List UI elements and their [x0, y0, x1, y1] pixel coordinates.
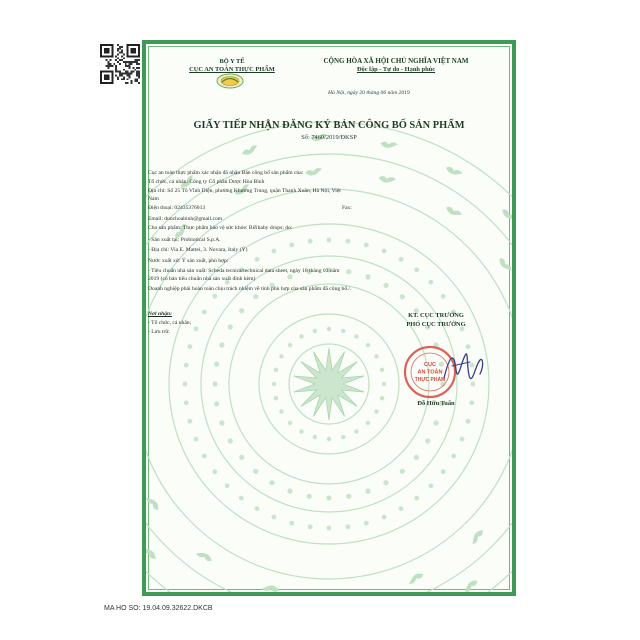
drum-ring-dot	[188, 419, 193, 424]
drum-ring-dot	[212, 294, 217, 299]
drum-ring-dot	[414, 455, 419, 460]
qr-module	[127, 78, 129, 80]
qr-module	[121, 73, 123, 75]
drum-bird-figure	[195, 549, 213, 565]
drum-ring-dot	[425, 438, 430, 443]
drum-ring-dot	[399, 506, 404, 511]
qr-module	[115, 65, 117, 67]
ministry-name: BỘ Y TẾ	[219, 58, 245, 65]
qr-module	[115, 69, 117, 71]
drum-ring-dot	[288, 343, 292, 347]
drum-ring-dot	[225, 483, 230, 488]
drum-ring-dot	[345, 239, 350, 244]
drum-ring-dot	[383, 283, 388, 288]
qr-module	[119, 52, 121, 54]
qr-module	[130, 63, 132, 65]
drum-ring-dot	[365, 489, 370, 494]
qr-module	[117, 71, 119, 73]
qr-module	[125, 73, 127, 75]
qr-module	[138, 71, 140, 73]
qr-module	[134, 59, 136, 61]
qr-module	[129, 67, 131, 69]
signer-title-2: PHÓ CỤC TRƯỞNG	[406, 321, 466, 328]
drum-ring-dot	[428, 280, 433, 285]
qr-module	[106, 59, 108, 61]
drum-ring-dot	[382, 515, 387, 520]
qr-module	[115, 55, 117, 57]
drum-ring-dot	[255, 506, 260, 511]
drum-ring-dot	[374, 354, 378, 358]
drum-bird-figure	[195, 589, 213, 592]
qr-module	[138, 59, 140, 61]
drum-ring-dot	[239, 455, 244, 460]
drum-ring-dot	[287, 274, 292, 279]
drum-bird-figure	[445, 204, 463, 220]
qr-module	[106, 65, 108, 67]
qr-module	[127, 73, 129, 75]
drum-ring-dot	[202, 310, 207, 315]
drum-ring-dot	[354, 429, 358, 433]
qr-module	[138, 76, 140, 78]
qr-module	[134, 78, 136, 80]
qr-module	[121, 55, 123, 57]
qr-module	[125, 82, 127, 84]
drum-ring-dot	[214, 401, 219, 406]
drum-ring-dot	[414, 496, 419, 501]
qr-module	[119, 59, 121, 61]
qr-module	[132, 67, 134, 69]
drum-ring-dot	[364, 243, 369, 248]
qr-module	[117, 44, 119, 46]
qr-module	[129, 73, 131, 75]
qr-module	[110, 63, 112, 65]
qr-module	[138, 67, 140, 69]
drum-ring-dot	[341, 435, 345, 439]
qr-module	[136, 74, 138, 76]
qr-module	[123, 78, 125, 80]
qr-module	[121, 74, 123, 76]
qr-module	[121, 59, 123, 61]
drum-ring-dot	[194, 327, 199, 332]
drum-ring-dot	[289, 521, 294, 526]
qr-module	[108, 61, 110, 63]
qr-module	[119, 74, 121, 76]
qr-module	[129, 63, 131, 65]
drum-bird-figure	[497, 256, 512, 274]
qr-module	[129, 65, 131, 67]
qr-module	[121, 78, 123, 80]
qr-module	[117, 57, 119, 59]
qr-module	[119, 63, 121, 65]
drum-ring-dot	[228, 324, 233, 329]
drum-ring-dot	[434, 420, 439, 425]
drum-ring-dot	[313, 329, 317, 333]
qr-module	[127, 82, 129, 84]
qr-module	[136, 71, 138, 73]
drum-ring-dot	[441, 294, 446, 299]
drum-ring-dot	[364, 521, 369, 526]
qr-module	[111, 65, 113, 67]
stamp-text-top: CỤC	[424, 362, 436, 368]
qr-module	[117, 50, 119, 52]
stamp-text-mid: AN TOÀN	[417, 369, 443, 376]
qr-module	[129, 61, 131, 63]
drum-ring-dot	[366, 421, 370, 425]
drum-ring-dot	[272, 382, 276, 386]
qr-module	[136, 78, 138, 80]
drum-ring-dot	[400, 469, 405, 474]
qr-module	[138, 82, 140, 84]
qr-module	[115, 59, 117, 61]
drum-ring-dot	[202, 454, 207, 459]
document-code: MA HO SO: 19.04.09.32622.DKCB	[104, 605, 213, 612]
qr-module	[127, 71, 129, 73]
drum-ring-dot	[184, 400, 189, 405]
qr-module	[119, 46, 121, 48]
product-line: Cho sản phẩm: Thực phẩm bảo vệ sức khỏe: Bifibaby drops; do:	[148, 225, 293, 231]
drum-ring-dot	[239, 308, 244, 313]
drum-ring-dot	[214, 362, 219, 367]
drum-ring-dot	[327, 526, 332, 531]
drum-ring-dot	[414, 267, 419, 272]
origin-line: Nước xuất xứ: Ý sản xuất, phù hợp:	[148, 258, 229, 264]
qr-module	[117, 76, 119, 78]
intro-line: Cục an toàn thực phẩm xác nhận đã nhận Bản công bố sản phẩm của:	[148, 170, 304, 176]
qr-module	[125, 61, 127, 63]
qr-module	[129, 76, 131, 78]
drum-bird-figure	[407, 572, 425, 585]
country-name: CỘNG HÒA XÃ HỘI CHỦ NGHĨA VIỆT NAM	[323, 57, 469, 65]
drum-ring-dot	[383, 480, 388, 485]
drum-bird-figure	[462, 578, 480, 592]
qr-module	[136, 59, 138, 61]
drum-ring-dot	[299, 334, 303, 338]
drum-ring-dot	[466, 419, 471, 424]
qr-module	[136, 80, 138, 82]
qr-module	[123, 54, 125, 56]
drum-ring-dot	[441, 469, 446, 474]
qr-module	[130, 71, 132, 73]
qr-module	[132, 61, 134, 63]
qr-module	[108, 67, 110, 69]
drum-ring-dot	[307, 494, 312, 499]
recipients-heading: Nơi nhận:	[148, 311, 172, 317]
signer-name: Đỗ Hữu Tuấn	[417, 400, 455, 407]
drum-ring-dot	[326, 495, 331, 500]
qr-module	[134, 69, 136, 71]
signer-title-1: KT. CỤC TRƯỞNG	[408, 312, 464, 319]
drum-ring-dot	[327, 437, 331, 441]
drum-ring-dot	[253, 469, 258, 474]
drum-bird-figure	[378, 174, 396, 185]
qr-module	[115, 67, 117, 69]
drum-ring-dot	[239, 496, 244, 501]
drum-ring-dot	[346, 269, 351, 274]
drum-ring-dot	[228, 438, 233, 443]
qr-module	[108, 63, 110, 65]
national-motto: Độc lập - Tự do - Hạnh phúc	[356, 66, 436, 73]
qr-module	[136, 63, 138, 65]
drum-ring-dot	[380, 368, 384, 372]
standard-line-1: - Tiêu chuẩn nhà sản xuất: Scheda tecnica/technical data sheet, ngày 18 tháng 03 năm	[148, 268, 340, 274]
drum-ring-dot	[194, 437, 199, 442]
drum-ring-dot	[272, 249, 277, 254]
qr-module	[123, 73, 125, 75]
certificate-document	[142, 40, 516, 596]
recipient-item-1: - Tổ chức, cá nhân;	[148, 320, 192, 326]
drum-bird-figure	[241, 144, 259, 156]
fax-line: Fax:	[342, 205, 352, 211]
drum-ring-dot	[219, 342, 224, 347]
drum-ring-dot	[274, 368, 278, 372]
document-title: GIẤY TIẾP NHẬN ĐĂNG KÝ BẢN CÔNG BỐ SẢN PHẨM	[193, 120, 465, 131]
handwritten-signature	[440, 344, 488, 392]
qr-module	[130, 82, 132, 84]
drum-bird-figure	[469, 528, 486, 545]
qr-module	[127, 61, 129, 63]
qr-module	[123, 61, 125, 63]
qr-module	[134, 61, 136, 63]
qr-module	[113, 63, 115, 65]
drum-bird-figure	[146, 544, 158, 561]
department-name: CỤC AN TOÀN THỰC PHẨM	[189, 66, 275, 73]
qr-module	[117, 61, 119, 63]
drum-bird-figure	[262, 583, 280, 592]
qr-module	[119, 71, 121, 73]
drum-ring-dot	[279, 354, 283, 358]
drum-ring-dot	[274, 396, 278, 400]
drum-ring-dot	[308, 239, 313, 244]
drum-ring-dot	[289, 243, 294, 248]
drum-ring-dot	[366, 343, 370, 347]
qr-module	[121, 52, 123, 54]
drum-ring-dot	[287, 489, 292, 494]
qr-module	[127, 74, 129, 76]
drum-ring-dot	[272, 515, 277, 520]
qr-module	[136, 67, 138, 69]
drum-ring-dot	[354, 334, 358, 338]
drum-ring-dot	[299, 429, 303, 433]
drum-ring-dot	[341, 329, 345, 333]
qr-module	[138, 63, 140, 65]
qr-module	[117, 54, 119, 56]
qr-module	[121, 50, 123, 52]
drum-star-shape	[294, 348, 364, 420]
qr-module	[127, 65, 129, 67]
organization-line: Tổ chức, cá nhân: Công ty Cổ phần Dược Hòa Bình	[148, 179, 265, 185]
qr-module	[138, 73, 140, 75]
qr-module	[110, 59, 112, 61]
qr-module	[115, 71, 117, 73]
qr-module	[132, 71, 134, 73]
drum-ring-dot	[428, 483, 433, 488]
qr-module	[108, 65, 110, 67]
drum-ring-dot	[269, 480, 274, 485]
drum-ring-dot	[183, 382, 188, 387]
drum-bird-figure	[500, 206, 512, 223]
drum-ring-dot	[327, 238, 332, 243]
qr-module	[125, 71, 127, 73]
phone-line: Điện thoại: 02435376013	[148, 205, 206, 211]
qr-module	[110, 65, 112, 67]
drum-ring-dot	[313, 435, 317, 439]
drum-ring-dot	[188, 344, 193, 349]
food-safety-logo	[216, 73, 244, 89]
qr-module	[129, 74, 131, 76]
manufacturer-line: - Sản xuất tại: Probiotical S.p.A.	[148, 237, 221, 243]
qr-module	[115, 74, 117, 76]
drum-ring-dot	[327, 327, 331, 331]
qr-module	[125, 65, 127, 67]
document-number: Số: 7460/2019/ĐKSP	[301, 134, 357, 141]
issue-date: Hà Nội, ngày 20 tháng 06 năm 2019	[328, 90, 410, 96]
drum-ring-dot	[184, 363, 189, 368]
qr-module	[130, 80, 132, 82]
drum-ring-dot	[212, 469, 217, 474]
drum-ring-dot	[279, 409, 283, 413]
drum-ring-dot	[365, 274, 370, 279]
standard-line-2: 2019 (có bản tiêu chuẩn nhà sản xuất đính kèm)	[148, 276, 256, 282]
qr-module	[130, 73, 132, 75]
qr-module	[134, 80, 136, 82]
email-line: Email: duochoabinh@gmail.com	[148, 216, 223, 222]
drum-ring-dot	[460, 437, 465, 442]
drum-ring-dot	[346, 494, 351, 499]
drum-ring-dot	[253, 294, 258, 299]
qr-module	[117, 78, 119, 80]
qr-module	[136, 73, 138, 75]
drum-ring-dot	[308, 524, 313, 529]
drum-ring-dot	[400, 294, 405, 299]
qr-module	[125, 63, 127, 65]
drum-ring-dot	[374, 409, 378, 413]
drum-bird-figure	[146, 494, 161, 512]
drum-ring-dot	[382, 382, 386, 386]
qr-module	[130, 61, 132, 63]
qr-finder-module	[104, 74, 110, 80]
qr-module	[119, 73, 121, 75]
qr-module	[123, 69, 125, 71]
qr-module	[123, 57, 125, 59]
drum-ring-dot	[212, 381, 217, 386]
drum-bird-figure	[305, 168, 322, 176]
drum-ring-dot	[451, 454, 456, 459]
manufacturer-address-line: - Địa chỉ: Via E. Mattei, 3. Novara, Italy (Ý)	[148, 247, 248, 253]
drum-ring-dot	[255, 257, 260, 262]
drum-ring-dot	[382, 249, 387, 254]
recipient-item-2: - Lưu trữ.	[148, 329, 170, 335]
drum-bird-figure	[445, 164, 463, 179]
drum-ring-dot	[399, 257, 404, 262]
qr-finder-module	[104, 48, 110, 54]
qr-module	[138, 74, 140, 76]
qr-module	[119, 48, 121, 50]
qr-module	[117, 48, 119, 50]
drum-ring-dot	[219, 420, 224, 425]
responsibility-line: Doanh nghiệp phải hoàn toàn chịu trách nhiệm về tính phù hợp của sản phẩm đã công bố./.	[148, 286, 352, 292]
qr-module	[136, 61, 138, 63]
drum-ring-dot	[288, 421, 292, 425]
drum-ring-dot	[345, 524, 350, 529]
qr-finder-module	[130, 48, 136, 54]
qr-module	[121, 46, 123, 48]
qr-code	[100, 44, 140, 84]
address-line-2: Nam	[148, 196, 159, 202]
stamp-text-bottom: THỰC PHẨM	[414, 377, 446, 383]
address-line-1: Địa chỉ: Số 25 Tô Vĩnh Diện, phường Khương Trung, quận Thanh Xuân, Hà Nội, Việt	[148, 188, 341, 194]
qr-module	[123, 76, 125, 78]
